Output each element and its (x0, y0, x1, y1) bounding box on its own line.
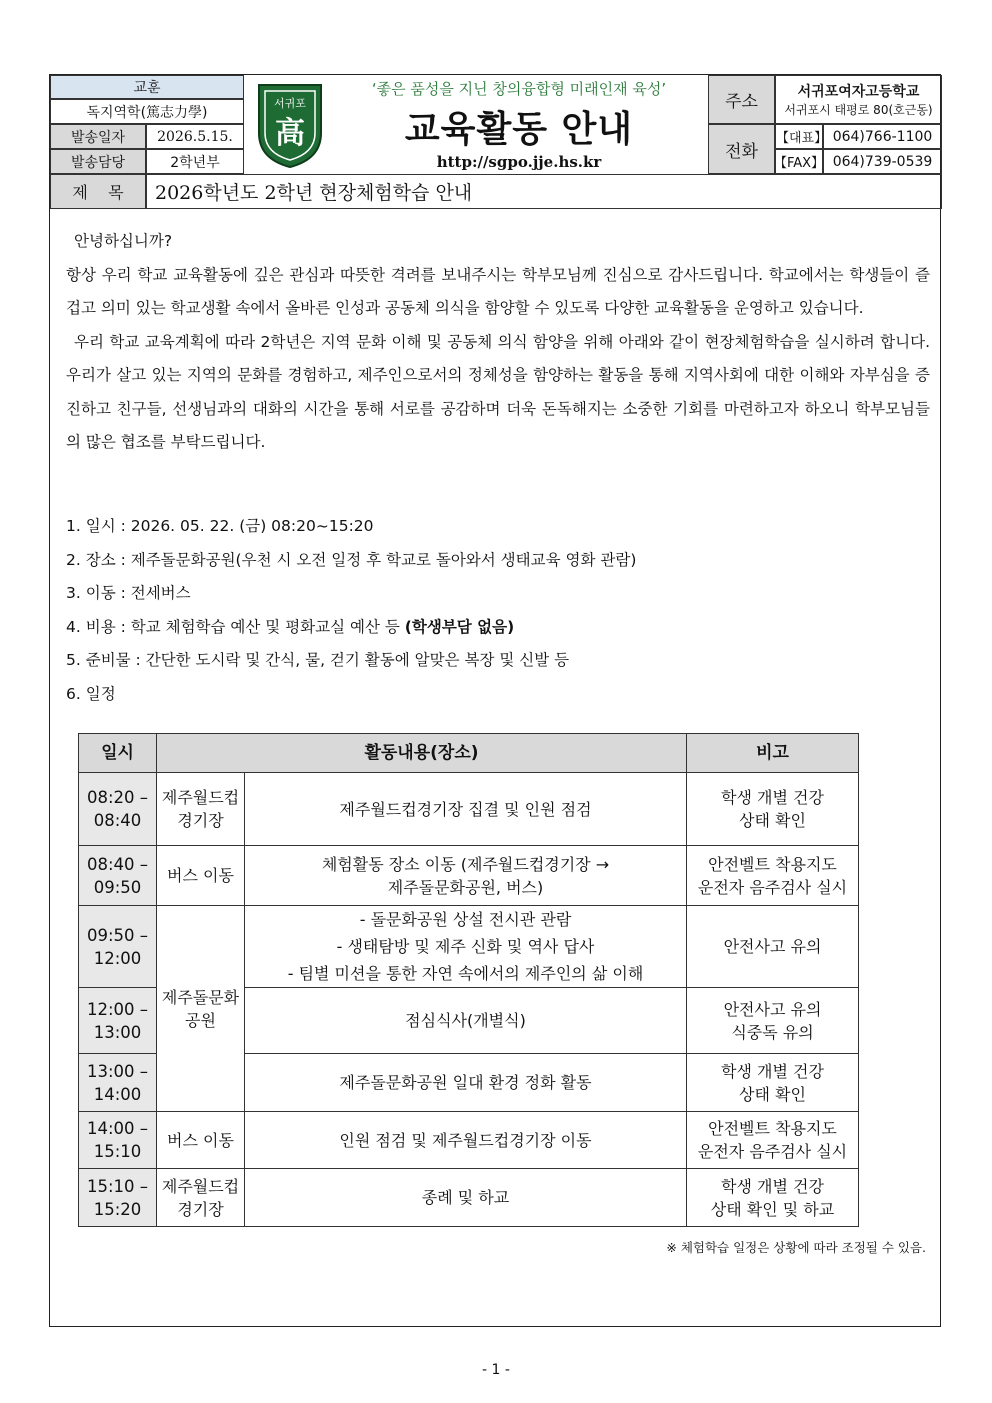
letterhead (50, 75, 940, 209)
phone-label: 전화 (708, 124, 775, 174)
item-cost (66, 611, 930, 645)
note-cell: 안전사고 유의 (687, 906, 859, 988)
table-row (79, 773, 859, 846)
greeting: 안녕하십니까? (74, 232, 173, 250)
letter-body (66, 225, 930, 460)
subject-label: 제 목 (50, 174, 146, 209)
paragraph-2: 우리 학교 교육계획에 따라 2학년은 지역 문화 이해 및 공동체 의식 함양을 위해 아래와 같이 현장체험학습을 실시하려 합니다. 우리가 살고 있는 지역의 문화를 경험하고, 제주인으로서의 정체성을 함양하는 활동을 통해 지역사회에 대한 이해와 자부심을 증진하고 친구들, 선생님과의 대화의 시간을 통해 서로를 공감하며 더욱 돈독해지는 소중한 기회를 마련하고자 하오니 학부모님들의 많은 협조를 부탁드립니다. (66, 332, 930, 451)
place-cell: 제주월드컵 경기장 (157, 773, 245, 846)
activity-cell: 인원 점검 및 제주월드컵경기장 이동 (245, 1112, 687, 1169)
col-header-activity: 활동내용(장소) (157, 734, 687, 773)
document-frame (49, 74, 941, 1327)
fax-label: 【FAX】 (775, 149, 823, 174)
motto: 독지역학(篤志力學) (50, 99, 244, 124)
time-cell: 08:20 – 08:40 (79, 773, 157, 846)
time-cell: 12:00 – 13:00 (79, 988, 157, 1054)
item-schedule: 6. 일정 (66, 684, 116, 703)
motto-label: 교훈 (50, 75, 244, 99)
cost-text: 4. 비용 : 학교 체험학습 예산 및 평화교실 예산 등 (66, 617, 405, 636)
time-cell: 08:40 – 09:50 (79, 846, 157, 906)
col-header-note: 비고 (687, 734, 859, 773)
activity-cell: 점심식사(개별식) (245, 988, 687, 1054)
place-cell: 제주돌문화 공원 (157, 906, 245, 1112)
address-label: 주소 (708, 75, 775, 124)
svg-text:高: 高 (275, 116, 305, 151)
school-emblem-icon (255, 81, 325, 169)
table-header-row (79, 734, 859, 773)
school-address: 서귀포시 태평로 80(호근동) (784, 103, 933, 117)
activity-cell: 체험활동 장소 이동 (제주월드컵경기장 → 제주돌문화공원, 버스) (245, 846, 687, 906)
note-cell: 학생 개별 건강 상태 확인 (687, 773, 859, 846)
note-cell: 안전벨트 착용지도 운전자 음주검사 실시 (687, 1112, 859, 1169)
item-place: 2. 장소 : 제주돌문화공원(우천 시 오전 일정 후 학교로 돌아와서 생태교육 영화 관람) (66, 550, 637, 569)
tel-number: 064)766-1100 (823, 124, 942, 149)
item-transport: 3. 이동 : 전세버스 (66, 584, 191, 602)
schedule-footnote: ※ 체험학습 일정은 상황에 따라 조정될 수 있음. (666, 1240, 926, 1255)
activity-cell: 제주월드컵경기장 집결 및 인원 점검 (245, 773, 687, 846)
address-box (775, 75, 942, 124)
send-date-label: 발송일자 (50, 124, 146, 149)
activity-cell: 종례 및 하교 (245, 1169, 687, 1227)
school-name: 서귀포여자고등학교 (797, 84, 920, 100)
col-header-time: 일시 (79, 734, 157, 773)
tel-label: 【대표】 (775, 124, 823, 149)
note-cell: 학생 개별 건강 상태 확인 (687, 1054, 859, 1112)
place-cell: 버스 이동 (157, 846, 245, 906)
slogan: ‘좋은 품성을 지닌 창의융합형 미래인재 육성’ (371, 80, 667, 98)
school-logo (255, 81, 325, 169)
document-title: 교육활동 안내 (404, 109, 634, 150)
item-supplies: 5. 준비물 : 간단한 도시락 및 간식, 물, 걷기 활동에 알맞은 복장 및 신발 등 (66, 651, 570, 669)
time-cell: 14:00 – 15:10 (79, 1112, 157, 1169)
time-cell: 15:10 – 15:20 (79, 1169, 157, 1227)
note-cell: 안전벨트 착용지도 운전자 음주검사 실시 (687, 846, 859, 906)
send-date: 2026.5.15. (146, 124, 244, 149)
svg-text:서귀포: 서귀포 (274, 97, 306, 110)
table-row (79, 846, 859, 906)
sender: 2학년부 (146, 149, 244, 174)
place-cell: 버스 이동 (157, 1112, 245, 1169)
school-url[interactable]: http://sgpo.jje.hs.kr (436, 153, 602, 171)
fax-number: 064)739-0539 (823, 149, 942, 174)
activity-cell: - 돌문화공원 상설 전시관 관람 - 생태탐방 및 제주 신화 및 역사 답사 - 팀별 미션을 통한 자연 속에서의 제주인의 삶 이해 (245, 906, 687, 988)
schedule-table (78, 733, 859, 1227)
time-cell: 09:50 – 12:00 (79, 906, 157, 988)
page-number: - 1 - (482, 1362, 510, 1378)
table-row (79, 1169, 859, 1227)
item-date: 1. 일시 : 2026. 05. 22. (금) 08:20~15:20 (66, 517, 374, 535)
time-cell: 13:00 – 14:00 (79, 1054, 157, 1112)
activity-cell: 제주돌문화공원 일대 환경 정화 활동 (245, 1054, 687, 1112)
paragraph-1: 항상 우리 학교 교육활동에 깊은 관심과 따뜻한 격려를 보내주시는 학부모님께 진심으로 감사드립니다. 학교에서는 학생들이 즐겁고 의미 있는 학교생활 속에서 올바른 인성과 공동체 의식을 함양할 수 있도록 다양한 교육활동을 운영하고 있습니다. (66, 265, 930, 317)
table-row (79, 1112, 859, 1169)
note-cell: 안전사고 유의 식중독 유의 (687, 988, 859, 1054)
subject: 2026학년도 2학년 현장체험학습 안내 (146, 174, 942, 209)
note-cell: 학생 개별 건강 상태 확인 및 하교 (687, 1169, 859, 1227)
table-row (79, 906, 859, 988)
place-cell: 제주월드컵 경기장 (157, 1169, 245, 1227)
detail-list (66, 510, 930, 711)
cost-note: (학생부담 없음) (404, 617, 515, 636)
sender-label: 발송담당 (50, 149, 146, 174)
